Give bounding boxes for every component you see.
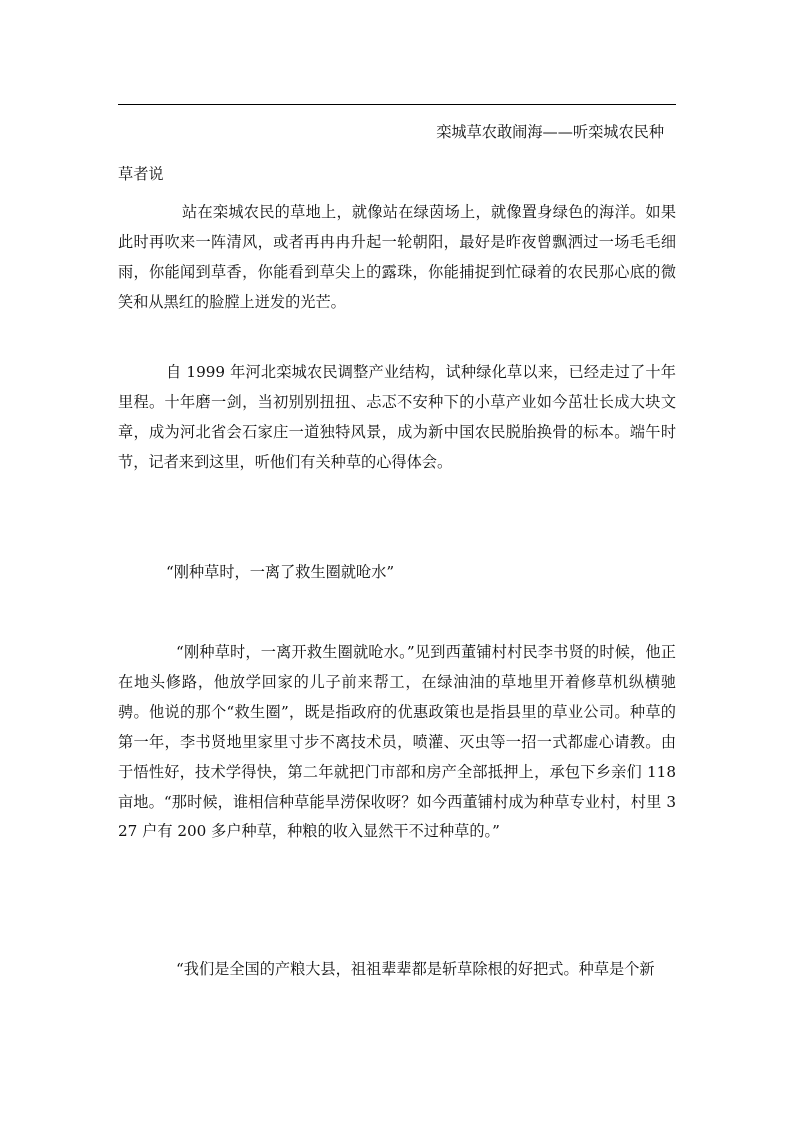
article-title-line-2: 草者说 [118, 164, 164, 183]
section-heading: “刚种草时，一离了救生圈就呛水” [166, 563, 395, 581]
paragraph-background: 自 1999 年河北栾城农民调整产业结构，试种绿化草以来，已经走过了十年里程。十年磨一剑，当初别别扭扭、忐忑不安种下的小草产业如今茁壮长成大块文章，成为河北省会石家庄一道独特风景，成为新中国农民脱胎换骨的标本。端午时节，记者来到这里，听他们有关种草的心得体会。 [118, 363, 676, 471]
article-title-line-1: 栾城草农敢闹海——听栾城农民种 [436, 123, 664, 141]
paragraph-li-shuxian: “刚种草时，一离开救生圈就呛水。”见到西董铺村村民李书贤的时候，他正在地头修路，他放学回家的儿子前来帮工，在绿油油的草地里开着修草机纵横驰骋。他说的那个“救生圈”，既是指政府的优惠政策也是指县里的草业公司。种草的第一年，李书贤地里家里寸步不离技术员，喷灌、灭虫等一招一式都虚心请教。由于悟性好，技术学得快，第二年就把门市部和房产全部抵押上，承包下乡亲们 118 亩地。“那时候，谁相信种草能旱涝保收呀？如今西董铺村成为种草专业村，村里 327 户有 200 多户种草，种粮的收入显然干不过种草的。” [118, 643, 676, 841]
paragraph-grain-county: “我们是全国的产粮大县，祖祖辈辈都是斩草除根的好把式。种草是个新 [176, 960, 655, 978]
article-title [118, 118, 676, 190]
paragraph-intro: 站在栾城农民的草地上，就像站在绿茵场上，就像置身绿色的海洋。如果此时再吹来一阵清风，或者再冉冉升起一轮朝阳，最好是昨夜曾飘洒过一场毛毛细雨，你能闻到草香，你能看到草尖上的露珠，你能捕捉到忙碌着的农民那心底的微笑和从黑红的脸膛上迸发的光芒。 [118, 203, 676, 311]
header-rule [118, 104, 676, 105]
